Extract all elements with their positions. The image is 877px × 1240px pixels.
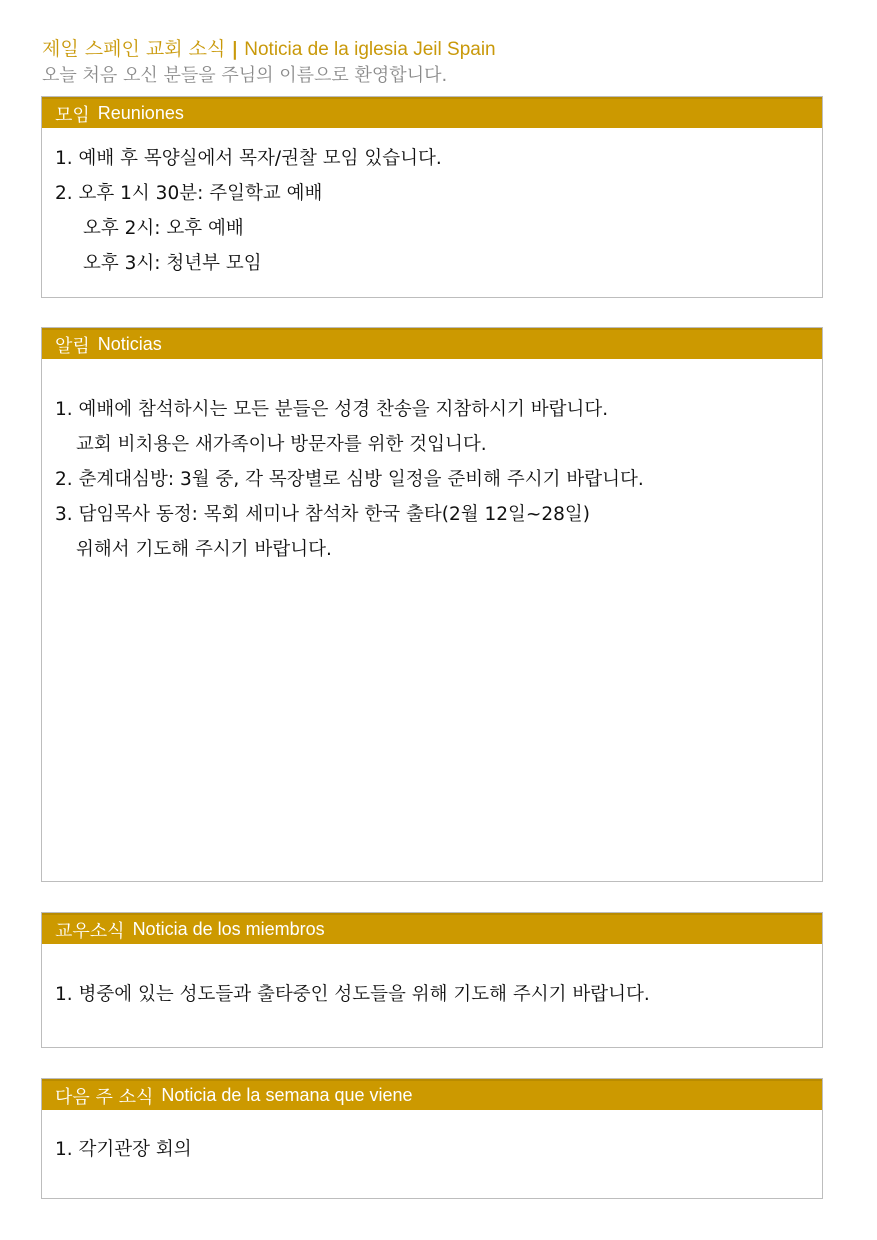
section-header-reuniones — [42, 97, 822, 128]
section-body-semana — [42, 1110, 822, 1167]
list-item-continuation: 오후 3시: 청년부 모임 — [83, 253, 262, 274]
welcome-subtitle: 오늘 처음 오신 분들을 주님의 이름으로 환영합니다. — [42, 65, 448, 86]
section-reuniones — [41, 96, 823, 298]
section-title-korean: 알림 — [55, 335, 90, 357]
section-title-korean: 다음 주 소식 — [55, 1086, 154, 1108]
page-title — [42, 36, 832, 63]
list-item-continuation: 오후 2시: 오후 예배 — [83, 218, 244, 239]
list-item: 1. 병중에 있는 성도들과 출타중인 성도들을 위해 기도해 주시기 바랍니다. — [55, 984, 650, 1005]
section-title-spanish: Noticia de la semana que viene — [161, 1085, 413, 1105]
section-title-spanish: Noticias — [97, 334, 162, 354]
title-spanish: Noticia de la iglesia Jeil Spain — [244, 39, 496, 60]
bulletin-header — [42, 36, 832, 89]
section-body-reuniones — [42, 128, 822, 281]
list-item: 1. 예배 후 목양실에서 목자/권찰 모임 있습니다. — [55, 148, 442, 169]
section-header-noticias — [42, 328, 822, 359]
section-miembros — [41, 912, 823, 1048]
section-body-miembros — [42, 944, 822, 1012]
section-noticias — [41, 327, 823, 882]
list-item: 2. 오후 1시 30분: 주일학교 예배 — [55, 183, 323, 204]
list-item: 3. 담임목사 동정: 목회 세미나 참석차 한국 출타(2월 12일~28일) — [55, 504, 591, 525]
list-item-continuation: 위해서 기도해 주시기 바랍니다. — [76, 539, 332, 560]
section-title-spanish: Reuniones — [97, 103, 184, 123]
title-korean: 제일 스페인 교회 소식 — [42, 38, 226, 60]
list-item: 1. 각기관장 회의 — [55, 1139, 192, 1160]
section-title-spanish: Noticia de los miembros — [132, 919, 325, 939]
list-item-continuation: 교회 비치용은 새가족이나 방문자를 위한 것입니다. — [76, 434, 487, 455]
section-title-korean: 교우소식 — [55, 920, 125, 942]
section-header-miembros — [42, 913, 822, 944]
section-title-korean: 모임 — [55, 104, 90, 126]
list-item: 2. 춘계대심방: 3월 중, 각 목장별로 심방 일정을 준비해 주시기 바랍니다. — [55, 469, 644, 490]
section-header-semana — [42, 1079, 822, 1110]
title-separator: | — [231, 38, 239, 60]
section-body-noticias — [42, 359, 822, 567]
list-item: 1. 예배에 참석하시는 모든 분들은 성경 찬송을 지참하시기 바랍니다. — [55, 399, 609, 420]
section-semana — [41, 1078, 823, 1199]
